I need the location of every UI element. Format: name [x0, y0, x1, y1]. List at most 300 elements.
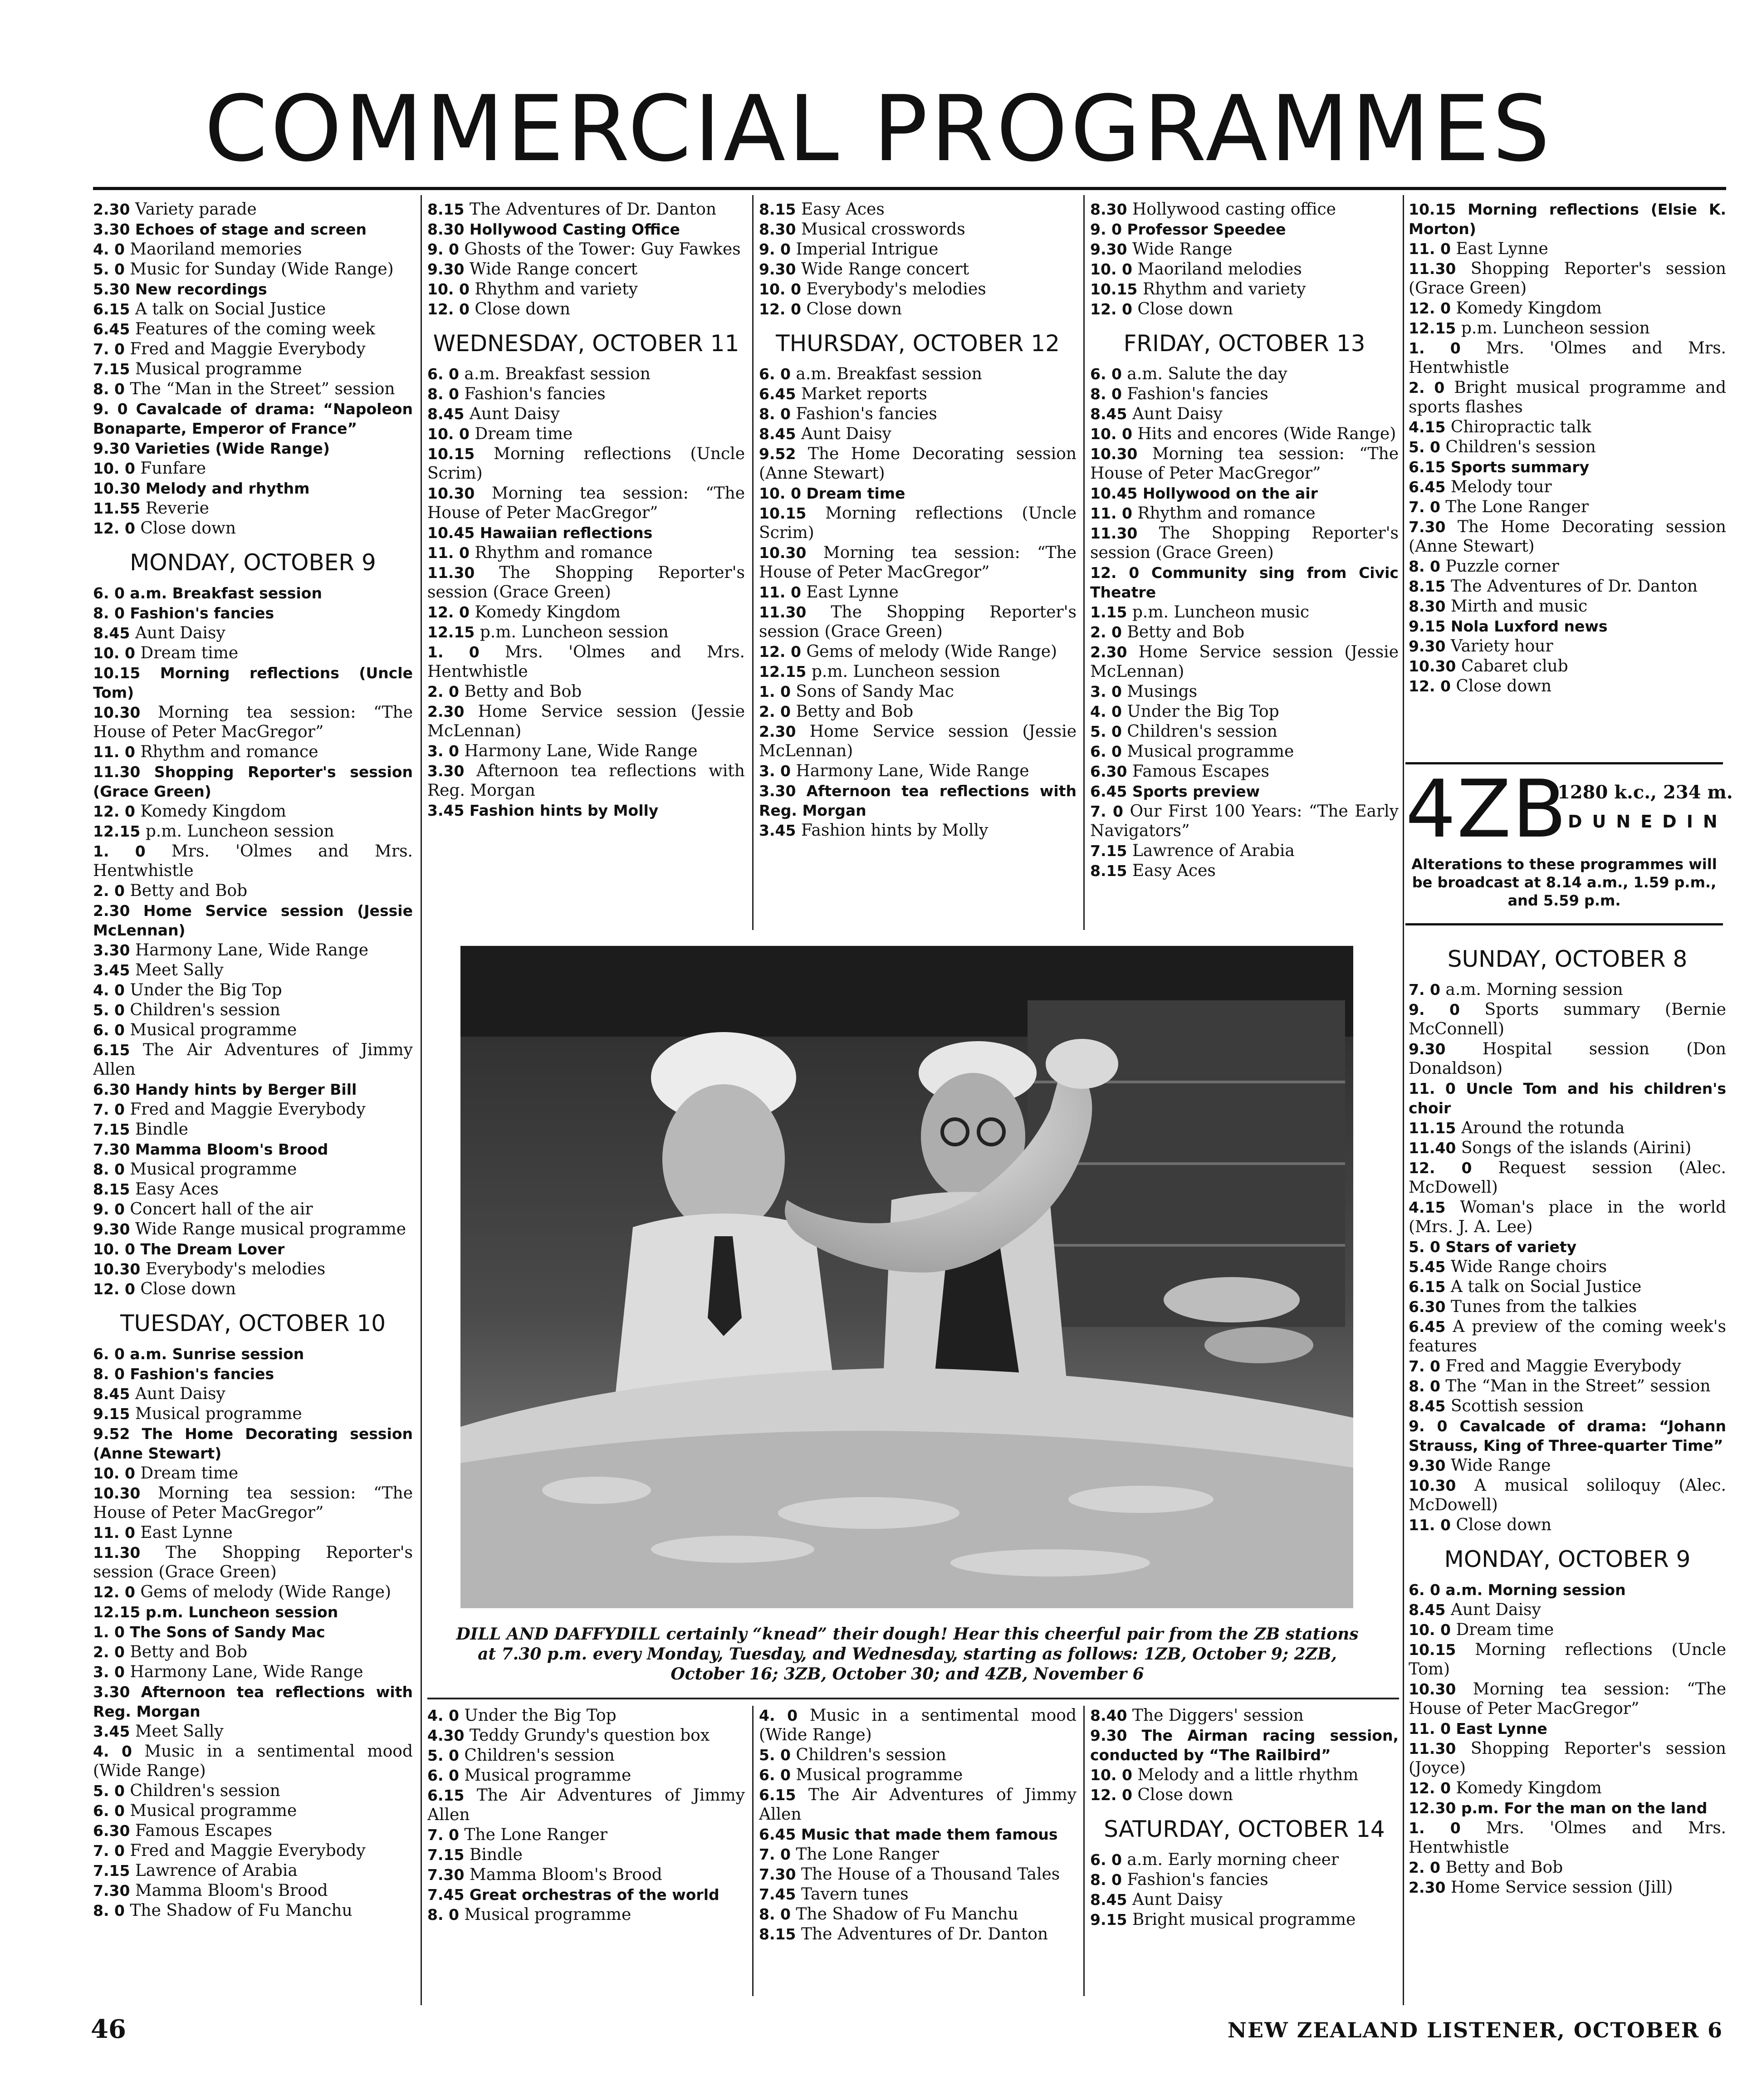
programme-title: Shopping Reporter's session (Grace Green)	[1409, 259, 1726, 298]
programme-entry	[93, 1722, 413, 1741]
programme-entry	[427, 1706, 745, 1725]
programme-entry	[759, 642, 1077, 661]
programme-entry	[93, 822, 413, 841]
column-6	[1409, 935, 1726, 2005]
programme-title: Hawaiian reflections	[480, 524, 653, 542]
programme-entry	[759, 240, 1077, 259]
programme-title: The Lone Ranger	[1445, 498, 1589, 516]
programme-entry	[93, 802, 413, 821]
programme-title: Aunt Daisy	[1450, 1601, 1541, 1619]
programme-time: 3.30	[93, 941, 130, 959]
programme-time: 7. 0	[93, 340, 125, 358]
programme-entry	[1409, 1079, 1726, 1118]
programme-time: 6. 0	[759, 365, 791, 383]
programme-title: Harmony Lane, Wide Range	[130, 1663, 363, 1681]
programme-title: Betty and Bob	[464, 682, 582, 701]
programme-entry	[759, 200, 1077, 219]
programme-entry	[759, 1885, 1077, 1904]
column-divider	[752, 195, 754, 930]
programme-entry	[93, 339, 413, 359]
programme-entry	[759, 1706, 1077, 1745]
programme-title: Mirth and music	[1450, 597, 1588, 616]
programme-time: 10.30	[759, 544, 807, 562]
programme-entry	[759, 583, 1077, 602]
programme-time: 12.15	[93, 1603, 141, 1621]
programme-title: Easy Aces	[1132, 862, 1216, 880]
programme-entry	[1409, 1416, 1726, 1455]
programme-time: 2.30	[1090, 643, 1127, 661]
programme-entry	[1409, 477, 1726, 497]
programme-time: 12. 0	[1090, 300, 1132, 318]
programme-time: 5. 0	[427, 1747, 459, 1764]
programme-entry	[93, 901, 413, 940]
programme-time: 10.15	[427, 445, 475, 463]
programme-title: Our First 100 Years: “The Early Navigators”	[1090, 802, 1399, 840]
programme-time: 10. 0	[1090, 425, 1132, 443]
programme-title: Hits and encores (Wide Range)	[1137, 425, 1396, 443]
programme-time: 7.30	[759, 1865, 796, 1883]
programme-time: 7.15	[1090, 842, 1127, 860]
programme-time: 9.15	[1090, 1911, 1127, 1929]
programme-title: The Airman racing session, conducted by “The Railbird”	[1090, 1727, 1399, 1764]
programme-time: 8.15	[1090, 862, 1127, 880]
programme-title: Maoriland melodies	[1137, 260, 1302, 279]
programme-time: 5. 0	[93, 1782, 125, 1800]
programme-time: 10. 0	[93, 460, 135, 477]
programme-title: Teddy Grundy's question box	[469, 1726, 710, 1745]
programme-time: 8.45	[93, 1385, 130, 1403]
programme-title: Musical programme	[130, 1160, 297, 1179]
programme-title: Cavalcade of drama: “Napoleon Bonaparte, Emperor of France”	[93, 400, 413, 437]
programme-entry	[759, 1825, 1077, 1844]
programme-time: 5.30	[93, 280, 130, 298]
programme-title: Fashion's fancies	[1127, 385, 1268, 403]
programme-entry	[1409, 1818, 1726, 1857]
programme-entry	[1409, 1396, 1726, 1416]
programme-entry	[93, 1199, 413, 1219]
programme-time: 9.15	[93, 1405, 130, 1423]
programme-time: 9.15	[1409, 617, 1446, 635]
programme-time: 1. 0	[1409, 1819, 1461, 1837]
programme-entry	[1409, 1237, 1726, 1257]
day-heading: FRIDAY, OCTOBER 13	[1123, 330, 1365, 357]
programme-time: 2.30	[93, 902, 130, 920]
programme-title: Morning tea session: “The House of Peter MacGregor”	[93, 1484, 413, 1522]
programme-entry	[93, 459, 413, 478]
programme-time: 8. 0	[93, 1902, 125, 1919]
programme-entry	[93, 1000, 413, 1020]
programme-title: Musical programme	[135, 360, 302, 378]
programme-title: Aunt Daisy	[135, 624, 225, 642]
programme-entry	[759, 761, 1077, 781]
column-5	[1409, 200, 1726, 753]
programme-entry	[1409, 1878, 1726, 1897]
programme-title: Fashion hints by Molly	[801, 821, 989, 840]
programme-entry	[93, 1881, 413, 1900]
programme-time: 8.15	[427, 201, 465, 218]
programme-time: 7. 0	[1090, 803, 1123, 820]
programme-title: The Diggers' session	[1132, 1706, 1304, 1725]
programme-time: 6. 0	[427, 1767, 459, 1784]
programme-title: Tunes from the talkies	[1450, 1297, 1637, 1316]
programme-time: 6. 0	[93, 1021, 125, 1039]
programme-title: Everybody's melodies	[806, 280, 986, 299]
programme-time: 6.15	[1409, 1278, 1446, 1296]
programme-entry	[427, 702, 745, 741]
column-7	[427, 1706, 745, 1987]
programme-entry	[93, 1582, 413, 1602]
programme-title: Wide Range	[1132, 240, 1233, 259]
programme-title: The Sons of Sandy Mac	[130, 1623, 325, 1641]
programme-title: Afternoon tea reflections with Reg. Morgan	[93, 1683, 413, 1720]
programme-title: Musings	[1127, 682, 1198, 701]
programme-title: The Shopping Reporter's session (Grace Green)	[1090, 524, 1399, 562]
programme-entry	[1409, 1679, 1726, 1718]
programme-time: 8. 0	[759, 1905, 791, 1923]
programme-title: The Adventures of Dr. Danton	[801, 1925, 1048, 1943]
programme-title: Shopping Reporter's session (Joyce)	[1409, 1739, 1726, 1777]
programme-title: Music in a sentimental mood (Wide Range)	[93, 1742, 413, 1780]
page-title: COMMERCIAL PROGRAMMES	[204, 76, 1553, 182]
programme-time: 3. 0	[759, 762, 791, 780]
programme-entry	[1090, 1726, 1399, 1765]
programme-title: Betty and Bob	[1127, 623, 1245, 641]
programme-entry	[1090, 782, 1399, 801]
programme-entry	[427, 384, 745, 404]
programme-title: Sports summary (Bernie McConnell)	[1409, 1000, 1726, 1038]
programme-time: 2. 0	[759, 703, 791, 720]
programme-entry	[1409, 1039, 1726, 1078]
programme-entry	[1409, 338, 1726, 377]
programme-entry	[427, 1746, 745, 1765]
programme-time: 9.30	[93, 1220, 130, 1238]
programme-entry	[759, 1845, 1077, 1864]
programme-entry	[93, 499, 413, 518]
programme-time: 6. 0	[93, 1345, 125, 1363]
programme-entry	[759, 543, 1077, 582]
programme-entry	[93, 960, 413, 980]
programme-entry	[1409, 259, 1726, 298]
programme-entry	[93, 1180, 413, 1199]
programme-title: The House of a Thousand Tales	[801, 1865, 1060, 1884]
programme-time: 11.15	[1409, 1119, 1456, 1137]
programme-title: Maoriland memories	[130, 240, 302, 259]
programme-entry	[93, 1404, 413, 1424]
programme-time: 11. 0	[1409, 1080, 1456, 1097]
programme-entry	[1090, 524, 1399, 563]
title-rule	[93, 187, 1726, 190]
programme-title: Funfare	[140, 459, 206, 478]
programme-entry	[93, 1682, 413, 1721]
programme-time: 11. 0	[1409, 1720, 1451, 1738]
programme-time: 5. 0	[1090, 723, 1122, 740]
programme-title: Wide Range choirs	[1450, 1258, 1607, 1276]
programme-title: Chiropractic talk	[1450, 418, 1591, 436]
column-9	[1090, 1706, 1399, 1987]
programme-entry	[1409, 1778, 1726, 1798]
programme-time: 8.15	[759, 201, 796, 218]
programme-entry	[1409, 318, 1726, 338]
programme-entry	[1409, 577, 1726, 596]
programme-title: Children's session	[1127, 722, 1277, 741]
programme-title: Mrs. 'Olmes and Mrs. Hentwhistle	[1409, 339, 1726, 377]
programme-entry	[1090, 742, 1399, 761]
programme-title: Fashion's fancies	[130, 604, 274, 622]
programme-entry	[1090, 384, 1399, 404]
programme-entry	[1409, 1000, 1726, 1039]
programme-entry	[93, 379, 413, 399]
programme-entry	[1090, 1870, 1399, 1890]
programme-entry	[1090, 1706, 1399, 1725]
programme-time: 7. 0	[1409, 498, 1440, 516]
programme-title: Tavern tunes	[801, 1885, 909, 1904]
programme-title: Morning tea session: “The House of Peter MacGregor”	[1409, 1680, 1726, 1718]
programme-entry	[427, 682, 745, 701]
programme-time: 5. 0	[1409, 438, 1440, 456]
programme-entry	[1409, 656, 1726, 676]
programme-title: Mamma Bloom's Brood	[469, 1865, 662, 1884]
programme-entry	[93, 1080, 413, 1099]
programme-entry	[93, 583, 413, 603]
programme-time: 3. 0	[1090, 683, 1122, 700]
programme-title: Home Service session (Jessie McLennan)	[759, 722, 1077, 760]
programme-time: 12. 0	[759, 643, 801, 661]
programme-title: a.m. Salute the day	[1127, 365, 1287, 383]
programme-time: 11. 0	[1409, 240, 1451, 258]
programme-entry	[1090, 682, 1399, 701]
programme-time: 10. 0	[1090, 260, 1132, 278]
programme-entry	[1090, 1910, 1399, 1929]
programme-entry	[93, 1160, 413, 1179]
programme-time: 7.15	[427, 1846, 465, 1864]
programme-time: 9.30	[93, 440, 130, 457]
programme-entry	[759, 821, 1077, 840]
programme-time: 11.30	[93, 763, 141, 781]
programme-time: 7.15	[93, 360, 130, 378]
programme-time: 10.30	[93, 1260, 141, 1278]
programme-entry	[1409, 1858, 1726, 1877]
programme-title: Fashion's fancies	[1127, 1870, 1268, 1889]
programme-time: 8. 0	[427, 385, 459, 403]
programme-title: Bright musical programme and sports flashes	[1409, 378, 1726, 416]
programme-time: 9. 0	[1409, 1417, 1448, 1435]
programme-title: The Home Decorating session (Anne Stewart)	[1409, 518, 1726, 556]
programme-time: 8. 0	[93, 380, 125, 398]
programme-time: 11. 0	[1090, 504, 1132, 522]
programme-time: 10. 0	[759, 485, 801, 502]
programme-title: Cabaret club	[1461, 657, 1568, 676]
programme-entry	[1090, 364, 1399, 384]
programme-entry	[93, 1259, 413, 1279]
programme-entry	[1409, 1297, 1726, 1317]
programme-time: 11. 0	[1409, 1516, 1451, 1534]
programme-entry	[427, 1865, 745, 1885]
programme-title: a.m. Breakfast session	[796, 365, 982, 383]
programme-title: Rhythm and variety	[1142, 280, 1306, 299]
programme-title: p.m. Luncheon session	[145, 1603, 338, 1621]
programme-title: The Shadow of Fu Manchu	[796, 1905, 1018, 1924]
lower-section-rule	[427, 1698, 1399, 1699]
programme-time: 1. 0	[93, 842, 146, 860]
programme-entry	[93, 1239, 413, 1259]
programme-title: Scottish session	[1450, 1397, 1584, 1415]
programme-title: Community sing from Civic Theatre	[1090, 564, 1399, 601]
programme-title: Mamma Bloom's Brood	[135, 1881, 328, 1900]
programme-time: 1. 0	[93, 1623, 125, 1641]
programme-time: 8.15	[759, 1925, 796, 1943]
programme-title: Melody and a little rhythm	[1137, 1766, 1359, 1784]
programme-time: 8. 0	[1409, 1377, 1440, 1395]
column-divider	[1083, 195, 1085, 930]
programme-entry	[1090, 861, 1399, 881]
programme-entry	[93, 1901, 413, 1920]
programme-entry	[427, 424, 745, 444]
programme-time: 10. 0	[93, 1464, 135, 1482]
programme-entry	[1090, 622, 1399, 642]
programme-title: Musical programme	[464, 1766, 631, 1785]
programme-title: Around the rotunda	[1461, 1119, 1625, 1137]
programme-title: The Air Adventures of Jimmy Allen	[427, 1786, 745, 1824]
programme-time: 6.15	[759, 1786, 796, 1804]
programme-title: Stars of variety	[1445, 1238, 1577, 1256]
programme-time: 12. 0	[93, 519, 135, 537]
programme-time: 8. 0	[759, 405, 791, 423]
programme-title: East Lynne	[140, 1523, 233, 1542]
programme-time: 2.30	[759, 723, 796, 740]
programme-title: Aunt Daisy	[469, 405, 560, 423]
programme-title: New recordings	[135, 280, 267, 298]
programme-title: The Lone Ranger	[464, 1826, 608, 1844]
programme-title: Great orchestras of the world	[469, 1886, 719, 1904]
programme-entry	[1090, 240, 1399, 259]
programme-entry	[759, 1904, 1077, 1924]
programme-entry	[1409, 1356, 1726, 1376]
programme-time: 8.45	[427, 405, 465, 423]
programme-entry	[1409, 299, 1726, 318]
programme-time: 6.45	[1409, 1318, 1446, 1336]
programme-time: 2.30	[93, 201, 130, 218]
programme-time: 11.30	[1409, 260, 1456, 278]
programme-entry	[93, 762, 413, 801]
programme-entry	[759, 220, 1077, 239]
programme-time: 8.45	[1090, 1891, 1127, 1909]
programme-entry	[759, 781, 1077, 820]
programme-title: Easy Aces	[801, 200, 885, 219]
programme-title: Hospital session (Don Donaldson)	[1409, 1040, 1726, 1078]
programme-time: 3.30	[93, 220, 130, 238]
programme-title: a.m. Sunrise session	[130, 1345, 304, 1363]
programme-title: Everybody's melodies	[145, 1260, 326, 1278]
programme-time: 6. 0	[1090, 743, 1122, 760]
programme-title: Dream time	[475, 425, 573, 443]
station-city: DUNEDIN	[1568, 812, 1728, 832]
programme-title: Betty and Bob	[1445, 1858, 1563, 1877]
programme-time: 12.15	[759, 663, 807, 680]
programme-title: Variety parade	[135, 200, 257, 219]
programme-entry	[427, 364, 745, 384]
programme-time: 3. 0	[93, 1663, 125, 1681]
programme-entry	[427, 602, 745, 622]
column-2	[427, 200, 745, 935]
programme-title: The Adventures of Dr. Danton	[1450, 577, 1698, 596]
programme-time: 12. 0	[1409, 299, 1451, 317]
programme-entry	[93, 742, 413, 762]
programme-entry	[93, 200, 413, 219]
programme-entry	[1090, 702, 1399, 721]
programme-entry	[1409, 1515, 1726, 1535]
programme-title: Musical programme	[135, 1405, 302, 1423]
programme-time: 4.15	[1409, 1199, 1446, 1216]
programme-entry	[427, 523, 745, 543]
programme-entry	[427, 761, 745, 800]
programme-time: 6.45	[1090, 783, 1127, 800]
programme-time: 5.45	[1409, 1258, 1446, 1276]
programme-time: 9.30	[1409, 637, 1446, 655]
programme-entry	[93, 1100, 413, 1119]
programme-entry	[93, 1662, 413, 1682]
programme-title: Komedy Kingdom	[475, 603, 621, 622]
programme-title: p.m. Luncheon session	[145, 822, 334, 841]
column-3	[759, 200, 1077, 935]
programme-title: The Shopping Reporter's session (Grace Green)	[759, 603, 1077, 641]
programme-entry	[1090, 802, 1399, 841]
programme-entry	[1409, 1158, 1726, 1197]
programme-entry	[93, 439, 413, 458]
programme-entry	[759, 1745, 1077, 1765]
programme-title: Hollywood on the air	[1142, 485, 1318, 502]
programme-entry	[1090, 563, 1399, 602]
programme-title: Dream time	[806, 485, 905, 502]
programme-entry	[1409, 1640, 1726, 1679]
programme-entry	[427, 1766, 745, 1785]
programme-time: 12. 0	[1409, 1779, 1451, 1797]
column-divider	[1403, 195, 1404, 2005]
programme-title: a.m. Morning session	[1445, 980, 1623, 999]
programme-entry	[93, 1602, 413, 1622]
programme-entry	[93, 603, 413, 623]
programme-title: Musical programme	[796, 1766, 963, 1784]
programme-title: Request session (Alec. McDowell)	[1409, 1159, 1726, 1197]
programme-title: Famous Escapes	[1132, 762, 1269, 781]
programme-entry	[1090, 1785, 1399, 1805]
programme-title: a.m. Early morning cheer	[1127, 1850, 1339, 1869]
programme-title: Home Service session (Jill)	[1450, 1878, 1673, 1897]
programme-time: 3.30	[93, 1683, 130, 1701]
programme-entry	[427, 622, 745, 642]
programme-title: Fred and Maggie Everybody	[130, 1100, 366, 1119]
programme-title: The Shopping Reporter's session (Grace Green)	[427, 563, 745, 602]
programme-time: 11. 0	[93, 743, 135, 761]
programme-entry	[1090, 1765, 1399, 1785]
programme-time: 12. 0	[1090, 1786, 1132, 1804]
programme-time: 12. 0	[1409, 677, 1451, 695]
programme-time: 6.15	[93, 300, 130, 318]
programme-time: 10.30	[1409, 657, 1456, 675]
programme-entry	[427, 299, 745, 319]
programme-time: 8. 0	[93, 604, 125, 622]
programme-title: Aunt Daisy	[1132, 1890, 1223, 1909]
programme-time: 10.30	[93, 480, 141, 497]
programme-time: 1.15	[1090, 603, 1127, 621]
programme-entry	[93, 279, 413, 299]
programme-time: 2.30	[427, 703, 465, 720]
day-heading: THURSDAY, OCTOBER 12	[776, 330, 1060, 357]
column-4	[1090, 200, 1399, 935]
programme-time: 8. 0	[1090, 385, 1122, 403]
programme-entry	[759, 299, 1077, 319]
programme-title: Hollywood casting office	[1132, 200, 1336, 219]
programme-entry	[427, 1845, 745, 1865]
